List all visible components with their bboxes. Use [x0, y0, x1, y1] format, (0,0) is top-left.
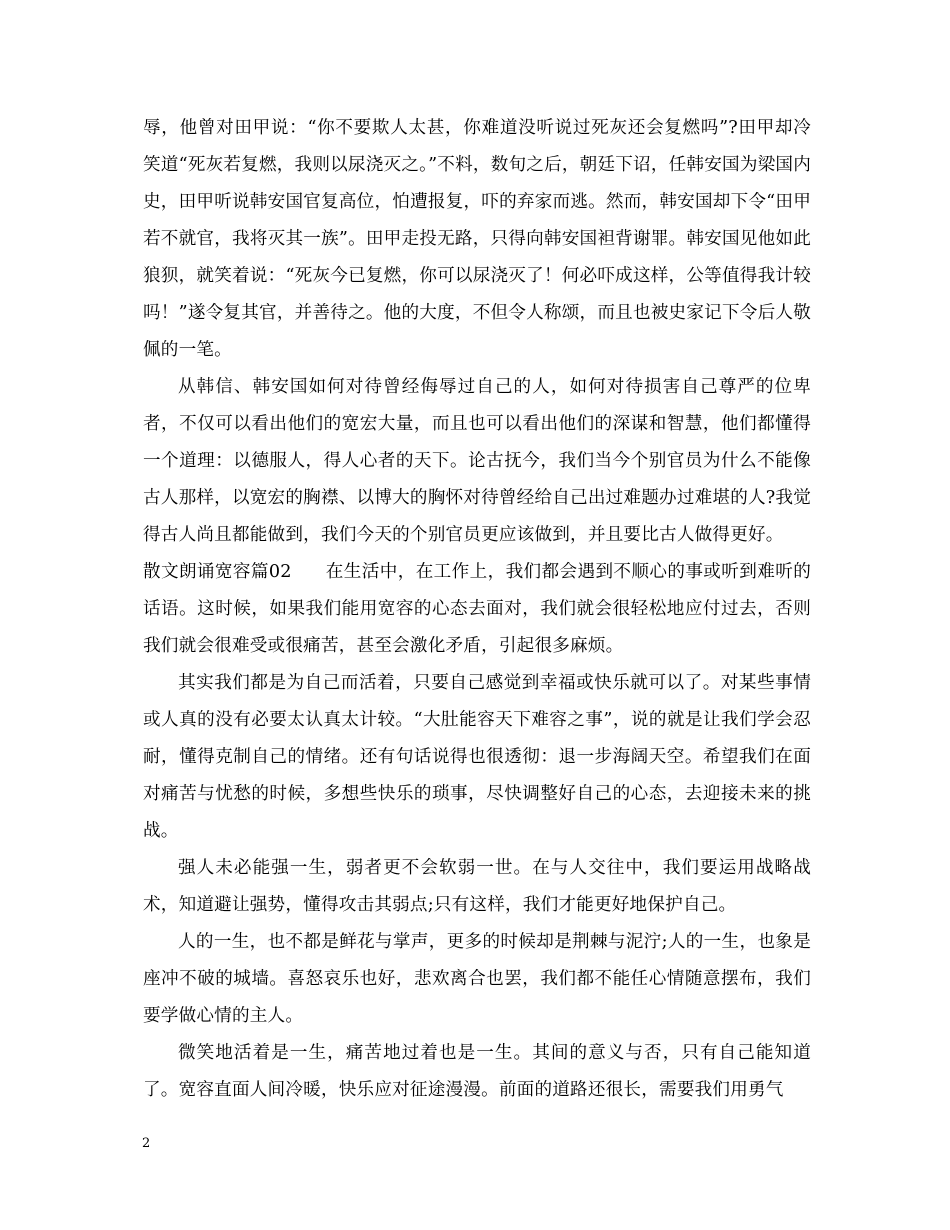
- document-body: [143, 110, 811, 1109]
- paragraph-text: 人的一生，也不都是鲜花与掌声，更多的时候却是荆棘与泥泞;人的一生，也象是座冲不破的城墙。喜怒哀乐也好，悲欢离合也罢，我们都不能任心情随意摆布，我们要学做心情的主人。: [143, 932, 811, 1026]
- paragraph-live-for-self: [143, 665, 811, 850]
- paragraph-strong-and-weak: [143, 850, 811, 924]
- page-number: 2: [142, 1136, 151, 1151]
- paragraph-text: 强人未必能强一生，弱者更不会软弱一世。在与人交往中，我们要运用战略战术，知道避让强势，懂得攻击其弱点;只有这样，我们才能更好地保护自己。: [143, 858, 811, 915]
- paragraph-han-anguo-story: [143, 110, 811, 369]
- section-heading: 散文朗诵宽容篇02: [143, 562, 292, 582]
- paragraph-text: 微笑地活着是一生，痛苦地过着也是一生。其间的意义与否，只有自己能知道了。宽容直面人间冷暖，快乐应对征途漫漫。前面的道路还很长，需要我们用勇气: [143, 1043, 811, 1100]
- paragraph-life-thorns: [143, 924, 811, 1035]
- paragraph-smile-living: [143, 1035, 811, 1109]
- paragraph-text: 从韩信、韩安国如何对待曾经侮辱过自己的人，如何对待损害自己尊严的位卑者，不仅可以看出他们的宽宏大量，而且也可以看出他们的深谋和智慧，他们都懂得一个道理：以德服人，得人心者的天下。论古抚今，我们当今个别官员为什么不能像古人那样，以宽宏的胸襟、以博大的胸怀对待曾经给自己出过难题办过难堪的人?我觉得古人尚且都能做到，我们今天的个别官员更应该做到，并且要比古人做得更好。: [143, 377, 812, 545]
- paragraph-reflection: [143, 369, 811, 554]
- paragraph-text: 辱，他曾对田甲说：“你不要欺人太甚，你难道没听说过死灰还会复燃吗”?田甲却冷笑道“死灰若复燃，我则以尿浇灭之。”不料，数旬之后，朝廷下诏，任韩安国为梁国内史，田甲听说韩安国官复高位，怕遭报复，吓的弃家而逃。然而，韩安国却下令“田甲若不就官，我将灭其一族”。田甲走投无路，只得向韩安国袒背谢罪。韩安国见他如此狼狈，就笑着说：“死灰今已复燃，你可以尿浇灭了！何必吓成这样，公等值得我计较吗！”遂令复其官，并善待之。他的大度，不但令人称颂，而且也被史家记下令后人敬佩的一笔。: [143, 118, 811, 360]
- paragraph-section-02: [143, 554, 811, 665]
- paragraph-text: 其实我们都是为自己而活着，只要自己感觉到幸福或快乐就可以了。对某些事情或人真的没有必要太认真太计较。“大肚能容天下难容之事”，说的就是让我们学会忍耐，懂得克制自己的情绪。还有句话说得也很透彻：退一步海阔天空。希望我们在面对痛苦与忧愁的时候，多想些快乐的琐事，尽快调整好自己的心态，去迎接未来的挑战。: [143, 673, 811, 841]
- paragraph-text: 在生活中，在工作上，我们都会遇到不顺心的事或听到难听的话语。这时候，如果我们能用宽容的心态去面对，我们就会很轻松地应付过去，否则我们就会很难受或很痛苦，甚至会激化矛盾，引起很多麻烦。: [143, 562, 811, 656]
